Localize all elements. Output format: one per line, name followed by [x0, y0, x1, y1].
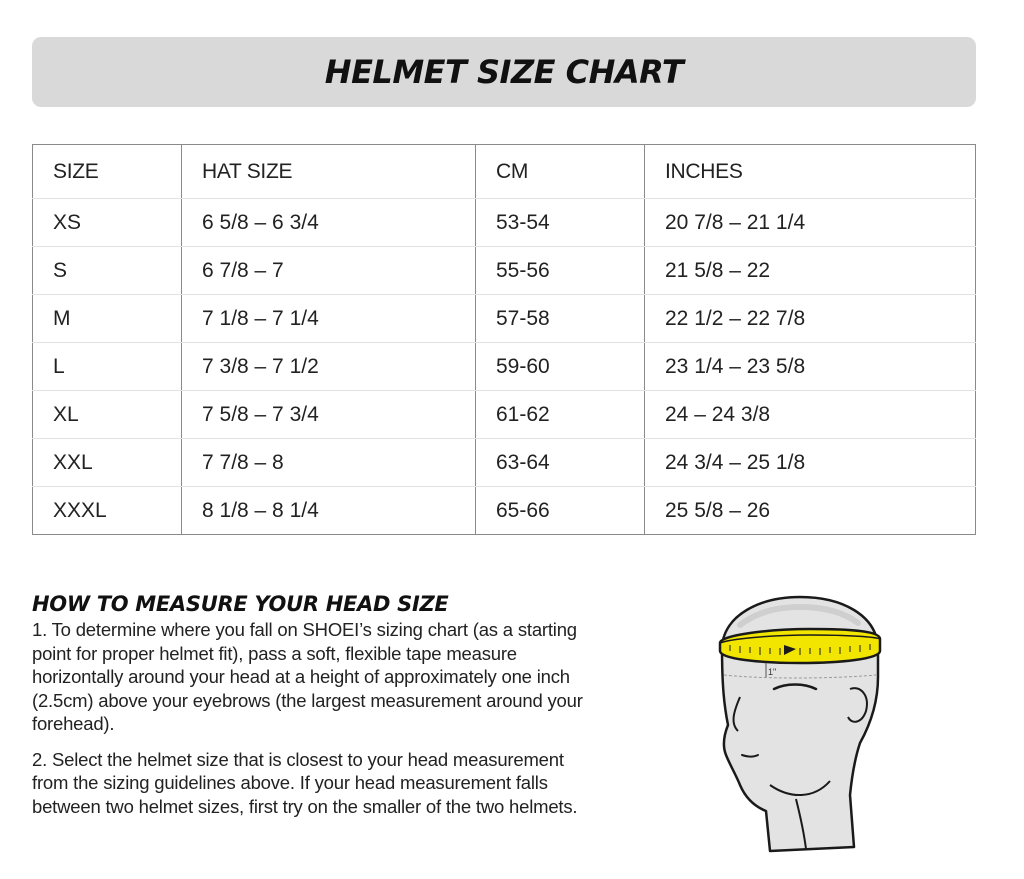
- tape-measure-band: [720, 629, 880, 663]
- head-measurement-illustration-icon: [700, 585, 900, 860]
- cell-hat-size: 6 7/8 – 7: [182, 247, 476, 295]
- table-row: [33, 199, 976, 247]
- cell-size: XL: [33, 391, 182, 439]
- cell-cm: 55-56: [476, 247, 645, 295]
- cell-inches: 24 – 24 3/8: [645, 391, 976, 439]
- table-row: [33, 391, 976, 439]
- cell-size: XXXL: [33, 487, 182, 535]
- title-banner: [32, 37, 976, 107]
- cell-size: S: [33, 247, 182, 295]
- column-header-size: SIZE: [33, 145, 182, 199]
- cell-inches: 24 3/4 – 25 1/8: [645, 439, 976, 487]
- size-chart-table: [32, 144, 976, 535]
- cell-inches: 22 1/2 – 22 7/8: [645, 295, 976, 343]
- cell-hat-size: 6 5/8 – 6 3/4: [182, 199, 476, 247]
- cell-inches: 23 1/4 – 23 5/8: [645, 343, 976, 391]
- cell-cm: 57-58: [476, 295, 645, 343]
- cell-hat-size: 7 7/8 – 8: [182, 439, 476, 487]
- table-row: [33, 487, 976, 535]
- column-header-hat-size: HAT SIZE: [182, 145, 476, 199]
- table-row: [33, 343, 976, 391]
- table-header-row: [33, 145, 976, 199]
- cell-cm: 61-62: [476, 391, 645, 439]
- cell-cm: 53-54: [476, 199, 645, 247]
- instruction-step-1: 1. To determine where you fall on SHOEI’s sizing chart (as a starting point for proper helmet fit), pass a soft, flexible tape measure horizontally around your head at a height of approximately one inch (2.5cm) above your eyebrows (the largest measurement around your forehead).: [32, 619, 583, 734]
- measure-instructions: [32, 592, 592, 830]
- cell-hat-size: 7 1/8 – 7 1/4: [182, 295, 476, 343]
- table-row: [33, 439, 976, 487]
- cell-hat-size: 7 3/8 – 7 1/2: [182, 343, 476, 391]
- inch-marker-label: 1": [768, 667, 777, 677]
- cell-cm: 65-66: [476, 487, 645, 535]
- cell-size: XS: [33, 199, 182, 247]
- table-row: [33, 295, 976, 343]
- page-title: HELMET SIZE CHART: [324, 53, 684, 91]
- instructions-heading: HOW TO MEASURE YOUR HEAD SIZE: [32, 592, 449, 616]
- table-row: [33, 247, 976, 295]
- cell-inches: 20 7/8 – 21 1/4: [645, 199, 976, 247]
- cell-size: M: [33, 295, 182, 343]
- cell-size: L: [33, 343, 182, 391]
- cell-hat-size: 8 1/8 – 8 1/4: [182, 487, 476, 535]
- cell-inches: 21 5/8 – 22: [645, 247, 976, 295]
- cell-cm: 63-64: [476, 439, 645, 487]
- cell-inches: 25 5/8 – 26: [665, 498, 771, 522]
- instruction-step-2: 2. Select the helmet size that is closest to your head measurement from the sizing guidelines above. If your head measurement falls between two helmet sizes, first try on the smaller of the two helmets.: [32, 748, 578, 817]
- cell-cm: 59-60: [476, 343, 645, 391]
- cell-size: XXL: [33, 439, 182, 487]
- cell-hat-size: 7 5/8 – 7 3/4: [182, 391, 476, 439]
- column-header-cm: CM: [476, 145, 645, 199]
- column-header-inches: INCHES: [645, 145, 976, 199]
